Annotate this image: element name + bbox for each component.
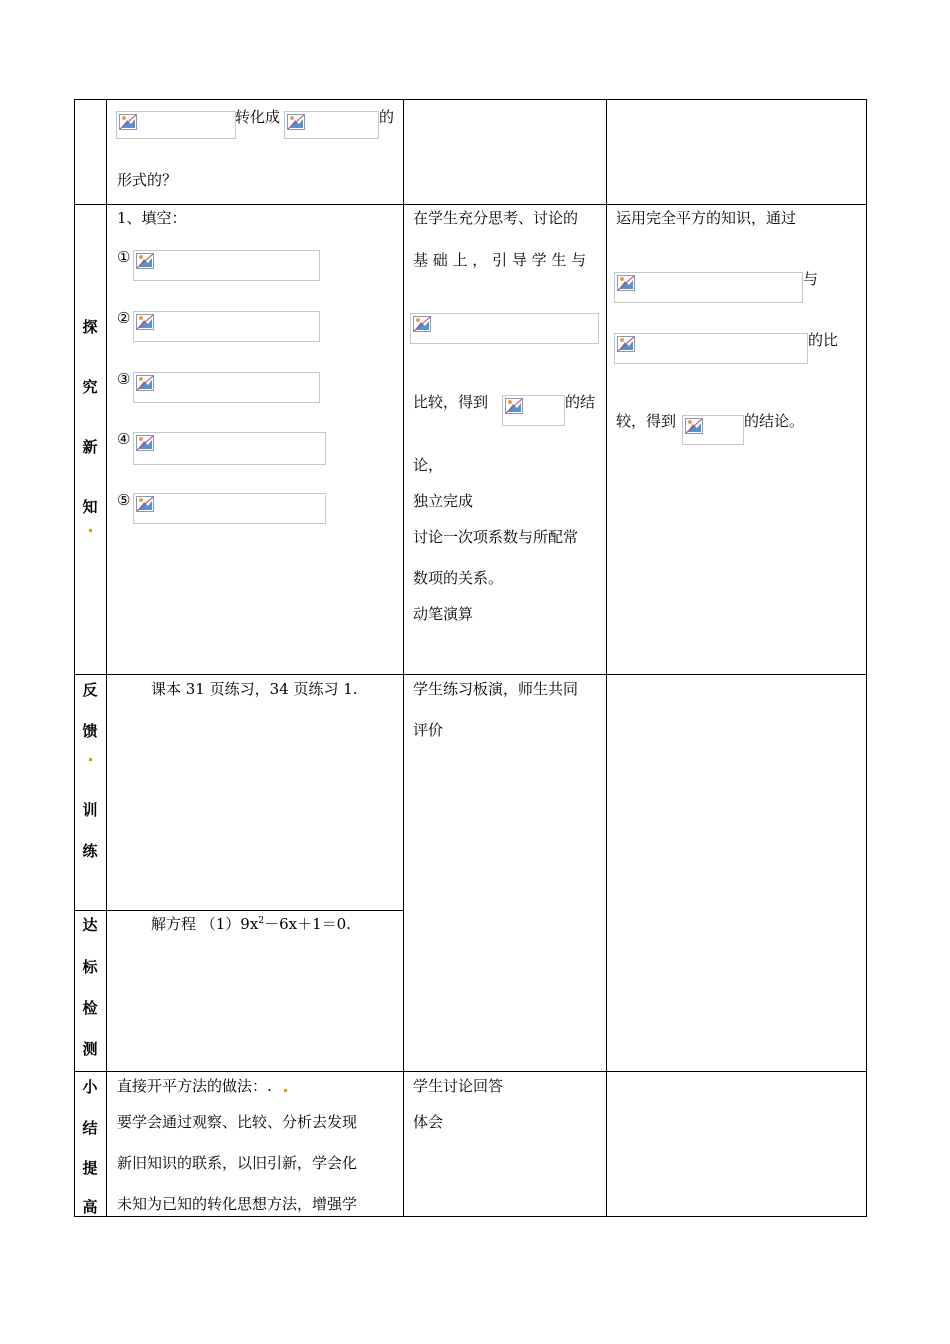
section-char: 反 <box>82 681 98 699</box>
col-divider-3 <box>606 99 607 1217</box>
intent-text: 的结论。 <box>744 412 805 430</box>
circled-number: ⑤ <box>117 491 131 509</box>
connector-text: 的 <box>379 108 395 126</box>
formula-image <box>410 313 599 344</box>
question-line: 形式的？ <box>117 171 178 189</box>
section-char: 提 <box>82 1159 98 1177</box>
activity-text: 动笔演算 <box>413 605 474 623</box>
summary-text: 要学会通过观察、比较、分析去发现 <box>117 1113 358 1131</box>
section-char: 达 <box>82 916 98 934</box>
formula-image <box>133 311 320 342</box>
table-border-top <box>74 99 867 100</box>
equation-text <box>151 914 351 934</box>
intent-text: 运用完全平方的知识，通过 <box>616 209 797 227</box>
marker-dot <box>89 758 92 761</box>
circled-number: ① <box>117 248 131 266</box>
activity-text: 在学生充分思考、讨论的 <box>413 209 579 227</box>
activity-text: 论， <box>413 456 444 474</box>
formula-image <box>284 111 379 139</box>
row-divider-4 <box>74 1071 867 1072</box>
intent-text: 的比 <box>808 331 839 349</box>
marker-dot <box>89 529 92 532</box>
col-divider-1 <box>106 99 107 1217</box>
section-char: 馈 <box>82 722 98 740</box>
broken-image-icon <box>413 316 431 332</box>
broken-image-icon <box>287 114 305 130</box>
section-char: 练 <box>82 842 98 860</box>
broken-image-icon <box>136 253 154 269</box>
broken-image-icon <box>136 314 154 330</box>
section-char: 究 <box>82 378 98 396</box>
circled-number: ③ <box>117 370 131 388</box>
circled-number: ④ <box>117 430 131 448</box>
activity-text: 独立完成 <box>413 492 474 510</box>
equation-suffix: －6x＋1＝0. <box>264 915 351 933</box>
summary-text: 直接开平方法的做法：. <box>117 1077 272 1095</box>
broken-image-icon <box>505 398 523 414</box>
activity-text: 的结 <box>565 393 596 411</box>
circled-number: ② <box>117 309 131 327</box>
broken-image-icon <box>685 418 703 434</box>
connector-text: 转化成 <box>235 108 281 126</box>
formula-image <box>133 493 326 524</box>
table-border-bottom <box>74 1216 867 1217</box>
fill-title: 1、填空： <box>117 209 187 227</box>
marker-dot <box>284 1089 287 1092</box>
broken-image-icon <box>136 496 154 512</box>
formula-image <box>682 415 744 445</box>
section-char: 高 <box>82 1198 98 1216</box>
activity-text: 数项的关系。 <box>413 569 504 587</box>
formula-image <box>116 111 236 139</box>
broken-image-icon <box>617 336 635 352</box>
activity-text: 讨论一次项系数与所配常 <box>413 528 579 546</box>
broken-image-icon <box>119 114 137 130</box>
formula-image <box>133 432 326 465</box>
section-char: 结 <box>82 1119 98 1137</box>
section-char: 测 <box>82 1040 98 1058</box>
formula-image <box>502 395 565 426</box>
activity-text: 评价 <box>413 721 444 739</box>
section-char: 知 <box>82 498 98 516</box>
activity-text: 比较，得到 <box>413 393 489 411</box>
broken-image-icon <box>136 375 154 391</box>
broken-image-icon <box>136 435 154 451</box>
exercise-text: 课本 31 页练习，34 页练习 1. <box>151 680 358 698</box>
activity-text: 学生讨论回答 <box>413 1077 504 1095</box>
row-divider-2 <box>74 674 867 675</box>
equation-exponent: 2 <box>258 916 265 926</box>
summary-text: 未知为已知的转化思想方法，增强学 <box>117 1195 358 1213</box>
formula-image <box>133 372 320 403</box>
section-char: 检 <box>82 999 98 1017</box>
intent-text: 较，得到 <box>616 412 677 430</box>
intent-text: 与 <box>803 270 819 288</box>
row-divider-3 <box>74 910 404 911</box>
section-char: 探 <box>82 318 98 336</box>
col-divider-2 <box>403 99 404 1217</box>
section-char: 训 <box>82 801 98 819</box>
section-char: 新 <box>82 438 98 456</box>
formula-image <box>133 250 320 281</box>
summary-text: 新旧知识的联系，以旧引新，学会化 <box>117 1154 358 1172</box>
formula-image <box>614 272 803 303</box>
activity-text: 基 础 上 ， 引 导 学 生 与 <box>413 251 587 269</box>
formula-image <box>614 333 808 364</box>
activity-text: 学生练习板演，师生共同 <box>413 680 579 698</box>
table-border-right <box>866 99 867 1217</box>
section-char: 小 <box>82 1078 98 1096</box>
broken-image-icon <box>617 275 635 291</box>
section-char: 标 <box>82 958 98 976</box>
equation-prefix: 解方程 （1）9x <box>151 915 259 933</box>
activity-text: 体会 <box>413 1113 444 1131</box>
row-divider-1 <box>74 204 867 205</box>
